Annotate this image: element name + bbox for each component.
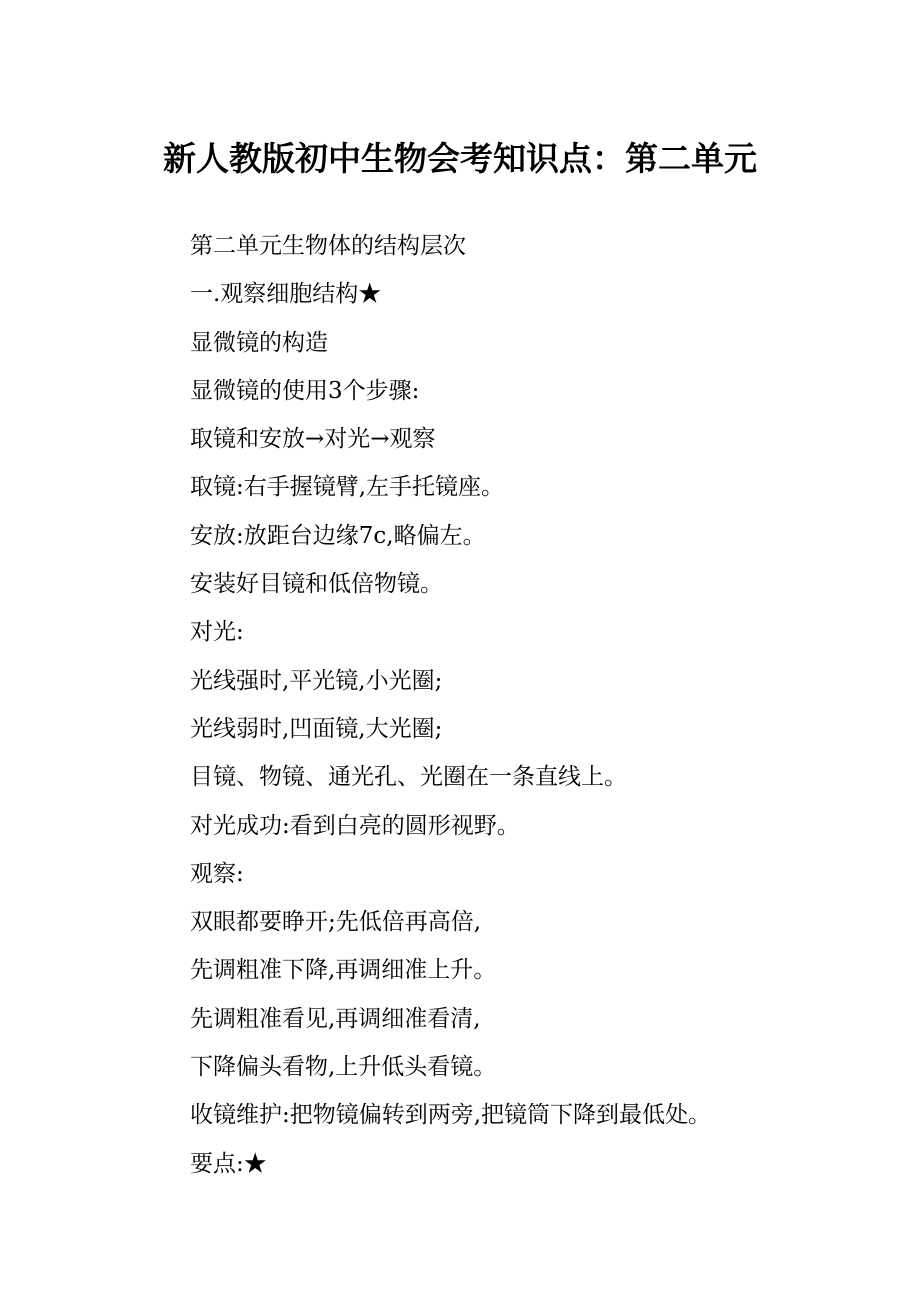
document-body xyxy=(190,222,890,1188)
page-title: 新人教版初中生物会考知识点：第二单元 xyxy=(163,139,757,179)
text-line: 双眼都要睁开;先低倍再高倍, xyxy=(190,909,482,936)
text-line: 对光: xyxy=(190,619,244,646)
text-line: 要点:★ xyxy=(190,1150,267,1177)
text-line: 显微镜的构造 xyxy=(190,329,328,356)
text-line: 先调粗准看见,再调细准看清, xyxy=(190,1005,481,1032)
text-line: 目镜、物镜、通光孔、光圈在一条直线上。 xyxy=(190,764,627,791)
text-line: 安放:放距台边缘7c,略偏左。 xyxy=(190,522,486,549)
text-line: 先调粗准下降,再调细准上升。 xyxy=(190,957,497,984)
text-line: 安装好目镜和低倍物镜。 xyxy=(190,571,443,598)
text-line: 收镜维护:把物镜偏转到两旁,把镜筒下降到最低处。 xyxy=(190,1102,712,1129)
text-line-section-heading: 第二单元生物体的结构层次 xyxy=(190,233,466,259)
text-line: 光线强时,平光镜,小光圈; xyxy=(190,667,443,694)
text-line: 取镜和安放→对光→观察 xyxy=(190,426,436,453)
text-line: 显微镜的使用3个步骤: xyxy=(190,377,420,404)
text-line-subsection-heading: 一.观察细胞结构★ xyxy=(190,281,382,308)
text-line: 光线弱时,凹面镜,大光圈; xyxy=(190,715,443,742)
text-line: 对光成功:看到白亮的圆形视野。 xyxy=(190,812,520,839)
text-line: 观察: xyxy=(190,860,244,887)
text-line: 下降偏头看物,上升低头看镜。 xyxy=(190,1054,497,1081)
text-line: 取镜:右手握镜臂,左手托镜座。 xyxy=(190,474,505,501)
